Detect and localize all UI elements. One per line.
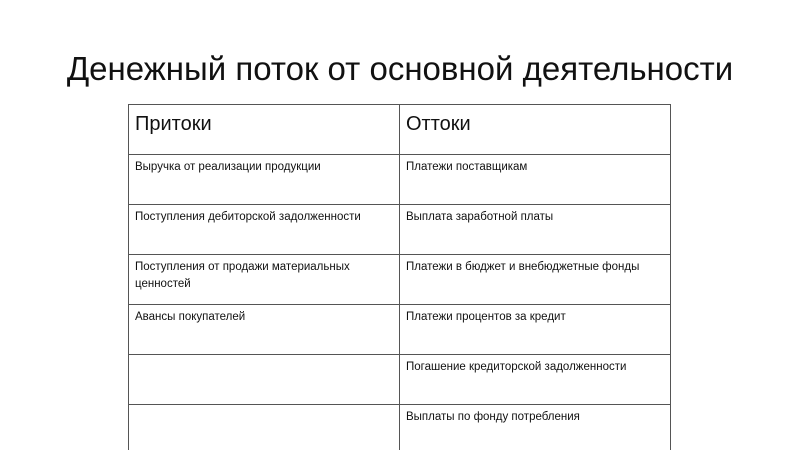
table-row — [129, 405, 671, 450]
outflow-cell: Платежи в бюджет и внебюджетные фонды — [400, 255, 671, 305]
table-row — [129, 355, 671, 405]
outflow-cell: Платежи поставщикам — [400, 155, 671, 205]
outflow-cell: Выплаты по фонду потребления — [400, 405, 671, 450]
inflow-cell: Авансы покупателей — [129, 305, 400, 355]
outflow-cell: Погашение кредиторской задолженности — [400, 355, 671, 405]
cash-flow-table — [128, 104, 670, 450]
inflow-cell: Поступления дебиторской задолженности — [129, 205, 400, 255]
header-inflows: Притоки — [129, 105, 400, 155]
inflow-cell: Выручка от реализации продукции — [129, 155, 400, 205]
table-row — [129, 255, 671, 305]
header-outflows: Оттоки — [400, 105, 671, 155]
table-row — [129, 305, 671, 355]
inflow-cell — [129, 405, 400, 450]
inflow-cell: Поступления от продажи материальных ценностей — [129, 255, 400, 305]
table-header-row — [129, 105, 671, 155]
outflow-cell: Выплата заработной платы — [400, 205, 671, 255]
inflow-cell — [129, 355, 400, 405]
table-row — [129, 155, 671, 205]
table-row — [129, 205, 671, 255]
inflows-outflows-table — [128, 104, 671, 450]
outflow-cell: Платежи процентов за кредит — [400, 305, 671, 355]
slide-title: Денежный поток от основной деятельности — [66, 50, 734, 87]
